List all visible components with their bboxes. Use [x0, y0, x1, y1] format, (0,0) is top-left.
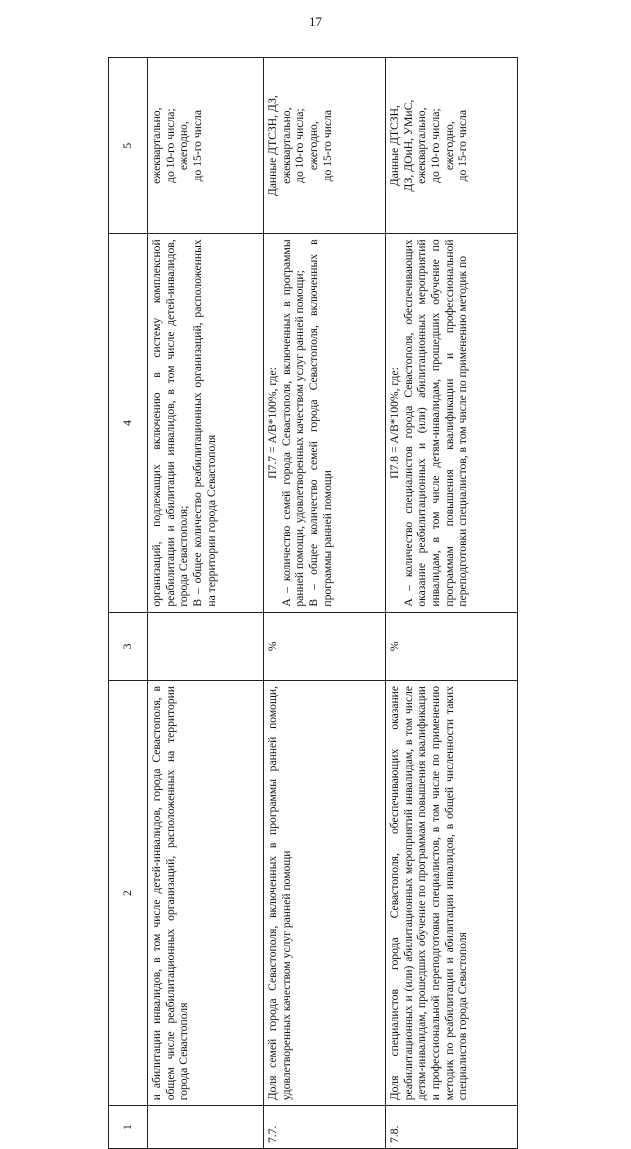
table-row [264, 58, 386, 1149]
row-number: 7.7. [264, 1106, 386, 1149]
source-line: Данные ДТСЗН, [388, 105, 401, 187]
source-line: до 10-го числа; [163, 108, 177, 183]
column-header-number: 1 [109, 1106, 148, 1149]
source-line: до 15-го числа [191, 110, 205, 182]
formula-title: П7.7 = A/B*100%, где: [266, 367, 279, 479]
row-number [148, 1106, 264, 1149]
source-line: ежегодно, [307, 121, 321, 171]
source-line: ежеквартально, [415, 107, 429, 184]
column-header-unit: 3 [109, 612, 148, 680]
source-line: ежеквартально, [150, 107, 163, 184]
data-source [386, 58, 518, 234]
table-header-row [109, 58, 148, 1149]
source-line: ежеквартально, [279, 107, 293, 184]
formula-line: организаций, подлежащих включению в систему комплексной реабилитации и абилитации инвалидов, в том числе детей-инвалидов, города Севастополя; [150, 239, 191, 607]
indicator-unit [148, 612, 264, 680]
source-line: до 10-го числа; [429, 108, 443, 183]
indicator-description: Доля специалистов города Севастополя, обеспечивающих оказание реабилитационных и (или) абилитационных мероприятий инвалидам, в том числе детям-инвалидам, прошедших обучение по программам повышения квалификации и профессиональной переподготовки специалистов, в том числе по применению методик по реабилитации и абилитации инвалидов, в общей численности таких специалистов города Севастополя [386, 680, 518, 1105]
indicator-description: Доля семей города Севастополя, включенных в программы ранней помощи, удовлетворенных качеством услуг ранней помощи [264, 680, 386, 1105]
data-source [148, 58, 264, 234]
formula-line: A – количество специалистов города Севастополя, обеспечивающих оказание реабилитационных и (или) абилитационных мероприятий инвалидам, в том числе детям-инвалидам, прошедших обучение по программам повышения квалификации и профессиональной переподготовки специалистов, в том числе по применению методик по [401, 239, 470, 607]
indicator-formula [148, 234, 264, 612]
formula-line: B – общее количество семей города Севастополя, включенных в программы ранней помощи [307, 239, 334, 607]
indicators-table [108, 57, 518, 1149]
column-header-source: 5 [109, 58, 148, 234]
formula-title: П7.8 = A/B*100%, где: [388, 367, 401, 479]
table-row [148, 58, 264, 1149]
indicator-unit: % [264, 612, 386, 680]
source-line: ежегодно, [442, 121, 456, 171]
indicator-formula [386, 234, 518, 612]
indicator-unit: % [386, 612, 518, 680]
formula-line: A – количество семей города Севастополя, включенных в программы ранней помощи, удовлетворенных качеством услуг ранней помощи; [279, 239, 307, 607]
row-number: 7.8. [386, 1106, 518, 1149]
table-row [386, 58, 518, 1149]
source-line: до 10-го числа; [293, 108, 307, 183]
source-line: ДЗ, ДОиН, УМиС, [401, 99, 415, 192]
column-header-formula: 4 [109, 234, 148, 612]
data-source [264, 58, 386, 234]
rotated-table-container [108, 57, 518, 1149]
formula-line: B – общее количество реабилитационных организаций, расположенных на территории города Севастополя [191, 239, 218, 607]
source-line: Данные ДТСЗН, ДЗ, [266, 95, 279, 197]
source-line: до 15-го числа [456, 110, 470, 182]
indicator-description: и абилитации инвалидов, в том числе детей-инвалидов, города Севастополя, в общем числе реабилитационных организаций, расположенных на территории города Севастополя [148, 680, 264, 1105]
indicator-formula [264, 234, 386, 612]
column-header-indicator: 2 [109, 680, 148, 1105]
page-number: 17 [309, 14, 322, 29]
source-line: до 15-го числа [320, 110, 334, 182]
source-line: ежегодно, [177, 121, 191, 171]
